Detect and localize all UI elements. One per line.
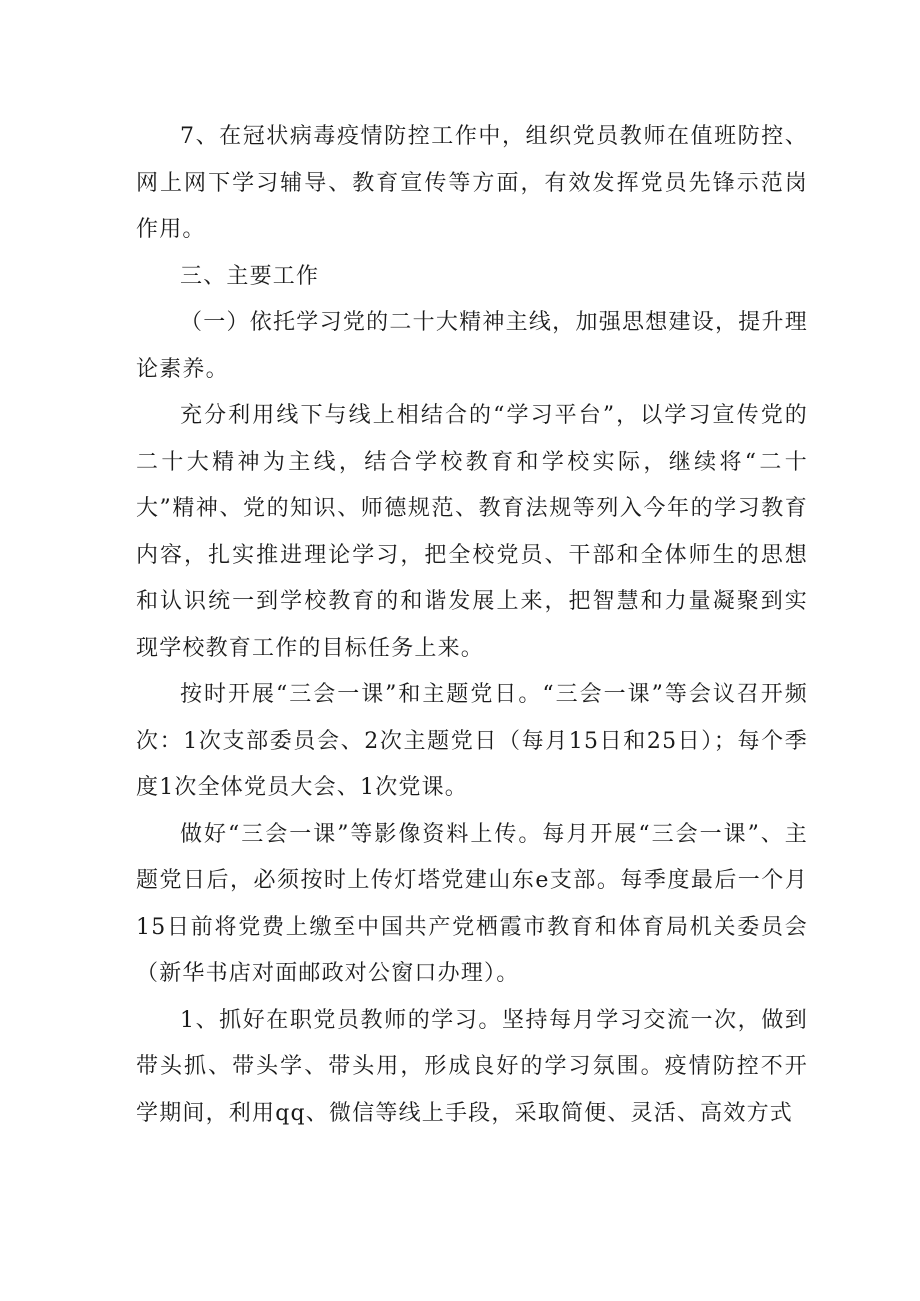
document-body [136,114,808,1137]
paragraph-study-platform: 充分利用线下与线上相结合的“学习平台”，以学习宣传党的二十大精神为主线，结合学校教育和学校实际，继续将“二十大”精神、党的知识、师德规范、教育法规等列入今年的学习教育内容，扎实推进理论学习，把全校党员、干部和全体师生的思想和认识统一到学校教育的和谐发展上来，把智慧和力量凝聚到实现学校教育工作的目标任务上来。 [136,403,808,661]
paragraph-three-meetings: 按时开展“三会一课”和主题党日。“三会一课”等会议召开频次：1次支部委员会、2次主题党日（每月15日和25日）；每个季度1次全体党员大会、1次党课。 [136,682,808,800]
paragraph-item-7: 7、在冠状病毒疫情防控工作中，组织党员教师在值班防控、网上网下学习辅导、教育宣传等方面，有效发挥党员先锋示范岗作用。 [136,124,808,242]
paragraph-media-upload: 做好“三会一课”等影像资料上传。每月开展“三会一课”、主题党日后，必须按时上传灯塔党建山东e支部。每季度最后一个月15日前将党费上缴至中国共产党栖霞市教育和体育局机关委员会（新华书店对面邮政对公窗口办理）。 [136,821,808,986]
subsection-heading-1: （一）依托学习党的二十大精神主线，加强思想建设，提升理论素养。 [136,310,808,382]
section-heading-main-work: 三、主要工作 [180,263,320,289]
paragraph-teacher-study: 1、抓好在职党员教师的学习。坚持每月学习交流一次，做到带头抓、带头学、带头用，形成良好的学习氛围。疫情防控不开学期间，利用qq、微信等线上手段，采取简便、灵活、高效方式 [136,1007,808,1126]
